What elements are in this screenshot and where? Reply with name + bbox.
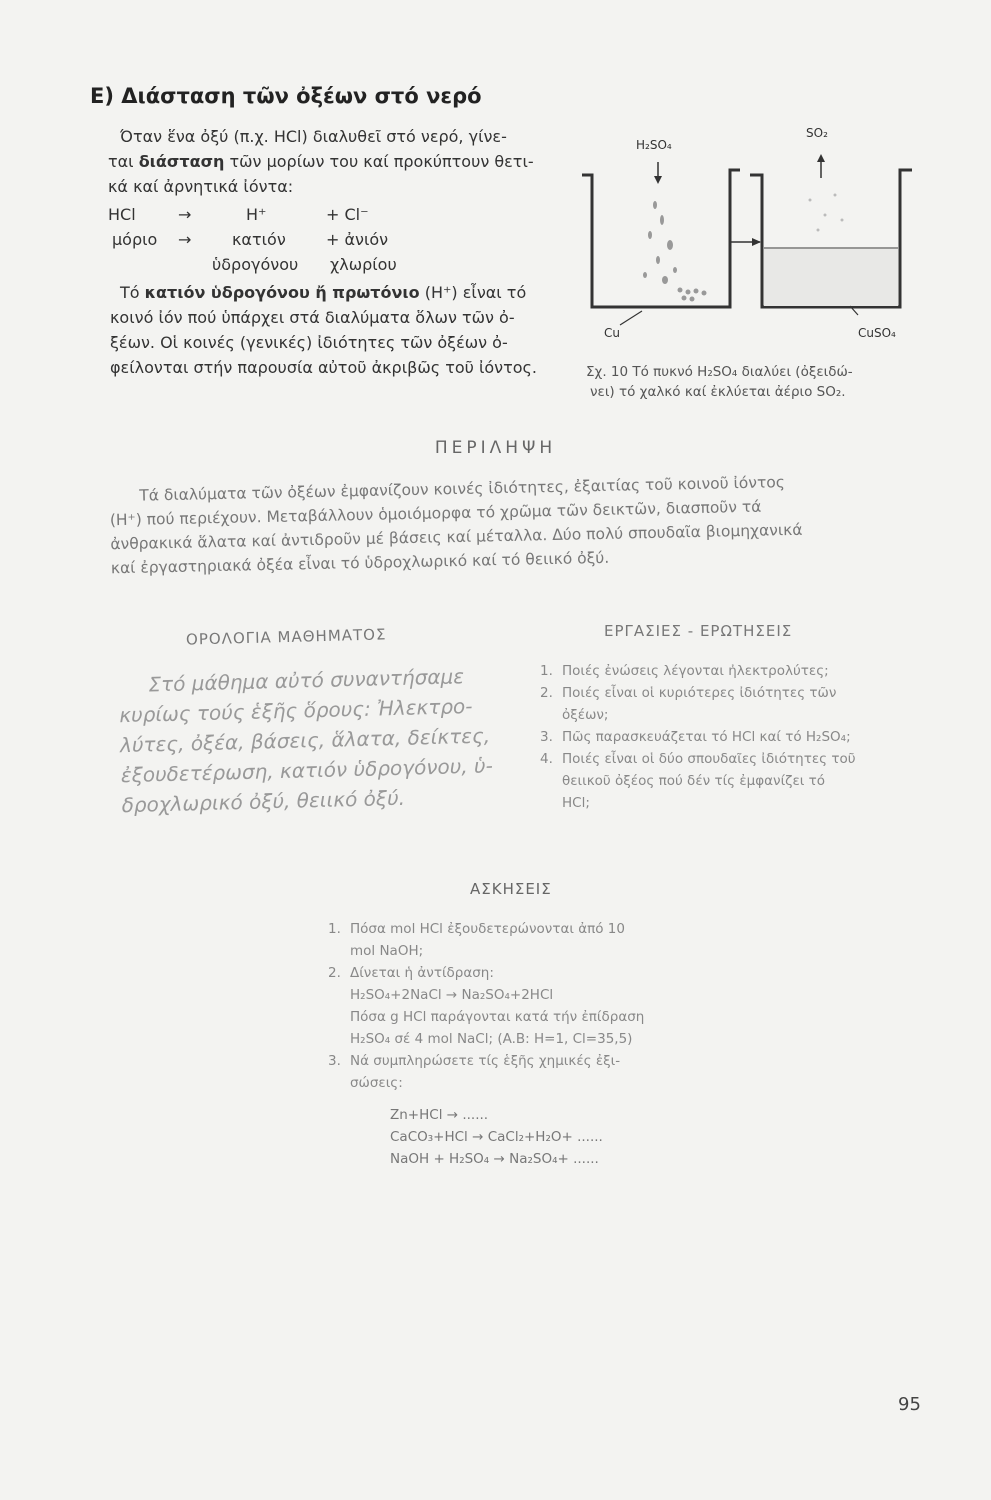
- exercise-item: [328, 962, 728, 1050]
- exercise-text: H₂SO₄ σέ 4 mol NaCl; (A.B: H=1, Cl=35,5): [350, 1031, 633, 1047]
- label-cuso4: CuSO₄: [858, 326, 896, 340]
- proton-line-1-post: (H⁺) εἶναι τό: [419, 283, 527, 302]
- exercise-equation: NaOH + H₂SO₄ → Na₂SO₄+ ......: [390, 1151, 599, 1167]
- exercise-text: H₂SO₄+2NaCl → Na₂SO₄+2HCl: [350, 987, 554, 1003]
- question-text: HCl;: [562, 795, 590, 811]
- exercise-text: mol NaOH;: [350, 943, 424, 959]
- proton-line-3: ξέων. Οἱ κοινές (γενικές) ἰδιότητες τῶν ὀξέων ὀ-: [110, 333, 508, 352]
- section-title: Ε) Διάσταση τῶν ὀξέων στό νερό: [90, 84, 482, 108]
- label-so2: SO₂: [806, 126, 828, 140]
- summary-line-3: ἀνθρακικά ἅλατα καί ἀντιδροῦν μέ βάσεις καί μέταλλα. Δύο πολύ σπουδαῖα βιομηχανικά: [110, 520, 803, 554]
- proton-line-2: κοινό ἰόν πού ὑπάρχει στά διαλύματα ὅλων τῶν ὀ-: [110, 308, 515, 327]
- label-cu: Cu: [604, 326, 620, 340]
- eq-hydrogen: ὑδρογόνου: [212, 255, 299, 274]
- terms-line-3: λύτες, ὀξέα, βάσεις, ἅλατα, δείκτες,: [119, 723, 491, 758]
- eq-arrow-1: →: [178, 205, 192, 224]
- question-text: Ποιές ἐνώσεις λέγονται ἠλεκτρολύτες;: [562, 663, 829, 679]
- terms-line-2: κυρίως τούς ἑξῆς ὅρους: Ἠλεκτρο-: [118, 694, 473, 728]
- h2so4-arrow-head: [654, 176, 662, 184]
- gas-bubbles: [643, 201, 707, 302]
- question-number: 3.: [540, 729, 553, 745]
- intro-line-2-pre: ται: [108, 152, 139, 171]
- summary-line-1: Τά διαλύματα τῶν ὀξέων ἐμφανίζουν κοινές ἰδιότητες, ἐξαιτίας τοῦ κοινοῦ ἰόντος: [139, 473, 786, 505]
- exercises-title: ΑΣΚΗΣΕΙΣ: [470, 880, 552, 898]
- exercise-text: Δίνεται ἡ ἀντίδραση:: [350, 965, 494, 981]
- question-text: Ποιές εἶναι οἱ δύο σπουδαῖες ἰδιότητες τοῦ: [562, 751, 856, 767]
- eq-arrow-2: →: [178, 230, 192, 249]
- so2-arrow-head: [817, 154, 825, 162]
- eq-cation: κατιόν: [232, 230, 286, 249]
- intro-line-1: Όταν ἕνα ὀξύ (π.χ. HCl) διαλυθεῖ στό νερό, γίνε-: [120, 127, 507, 146]
- terms-line-1: Στό μάθημα αὐτό συναντήσαμε: [148, 664, 465, 697]
- proton-paragraph: [110, 280, 580, 380]
- exercise-number: 3.: [328, 1053, 341, 1069]
- question-item: [540, 660, 920, 682]
- caption-line-1: Σχ. 10 Τό πυκνό H₂SO₄ διαλύει (ὀξειδώ-: [586, 364, 853, 380]
- term-proton: κατιόν ὑδρογόνου ἤ πρωτόνιο: [144, 283, 420, 302]
- label-h2so4: H₂SO₄: [636, 138, 672, 152]
- summary-line-2: (H⁺) πού περιέχουν. Μεταβάλλουν ὁμοιόμορφα τό χρῶμα τῶν δεικτῶν, διασποῦν τά: [109, 497, 762, 530]
- caption-line-2: νει) τό χαλκό καί ἐκλύεται ἀέριο SO₂.: [590, 384, 846, 400]
- question-item: [540, 726, 920, 748]
- exercise-text: Πόσα g HCl παράγονται κατά τήν ἐπίδραση: [350, 1009, 645, 1025]
- cuso4-solution: [764, 249, 898, 306]
- process-arrow-head: [752, 238, 761, 246]
- page-number: 95: [898, 1394, 921, 1415]
- summary-line-4: καί ἐργαστηριακά ὀξέα εἶναι τό ὑδροχλωρικό καί τό θειικό ὀξύ.: [110, 548, 610, 578]
- terms-line-4: ἐξουδετέρωση, κατιόν ὑδρογόνου, ὑ-: [120, 753, 494, 788]
- questions-title: ΕΡΓΑΣΙΕΣ - ΕΡΩΤΗΣΕΙΣ: [604, 622, 793, 640]
- question-number: 4.: [540, 751, 553, 767]
- intro-line-2: [108, 149, 578, 174]
- question-item: [540, 748, 920, 814]
- exercise-item: [328, 1050, 728, 1094]
- intro-paragraph: [108, 124, 578, 199]
- eq-h-plus: H⁺: [246, 205, 267, 224]
- exercises-list: [328, 918, 728, 1094]
- so2-fumes: [809, 194, 844, 232]
- question-text: Πῶς παρασκευάζεται τό HCl καί τό H₂SO₄;: [562, 729, 851, 745]
- exercise-item: [328, 918, 728, 962]
- eq-anion: + ἀνιόν: [326, 230, 389, 249]
- proton-line-4: φείλονται στήν παρουσία αὐτοῦ ἀκριβῶς τοῦ ἰόντος.: [110, 358, 538, 377]
- exercise-equation: Zn+HCl → ......: [390, 1107, 489, 1123]
- terms-line-5: δροχλωρικό ὀξύ, θειικό ὀξύ.: [121, 785, 406, 818]
- exercise-text: σώσεις:: [350, 1075, 403, 1091]
- eq-chlorine: χλωρίου: [330, 255, 397, 274]
- question-item: [540, 682, 920, 726]
- eq-cl-minus: + Cl⁻: [326, 205, 369, 224]
- question-number: 2.: [540, 685, 553, 701]
- exercise-equations: [390, 1104, 603, 1170]
- terminology-text: [118, 660, 522, 820]
- cu-pointer: [620, 311, 642, 325]
- proton-line-1: [110, 280, 580, 305]
- intro-line-3: κά καί ἀρνητικά ἰόντα:: [108, 177, 294, 196]
- exercise-number: 2.: [328, 965, 341, 981]
- figure-caption: [586, 362, 926, 402]
- question-text: Ποιές εἶναι οἱ κυριότερες ἰδιότητες τῶν: [562, 685, 837, 701]
- left-beaker: [582, 170, 740, 307]
- terminology-title: ΟΡΟΛΟΓΙΑ ΜΑΘΗΜΑΤΟΣ: [185, 625, 387, 649]
- eq-hcl: HCl: [108, 205, 136, 224]
- beaker-diagram: [580, 120, 920, 350]
- eq-molecule: μόριο: [112, 230, 158, 249]
- questions-list: [540, 660, 920, 814]
- term-dissociation: διάσταση: [138, 152, 225, 171]
- question-number: 1.: [540, 663, 553, 679]
- exercise-text: Νά συμπληρώσετε τίς ἑξῆς χημικές ἐξι-: [350, 1053, 621, 1069]
- summary-text: [109, 468, 901, 581]
- summary-title: ΠΕΡΙΛΗΨΗ: [434, 438, 557, 458]
- proton-line-1-pre: Τό: [120, 283, 145, 302]
- question-text: θειικοῦ ὀξέος πού δέν τίς ἐμφανίζει τό: [562, 773, 826, 789]
- exercise-text: Πόσα mol HCl ἐξουδετερώνονται ἀπό 10: [350, 921, 625, 937]
- question-text: ὀξέων;: [562, 707, 609, 723]
- intro-line-2-post: τῶν μορίων του καί προκύπτουν θετι-: [224, 152, 534, 171]
- exercise-equation: CaCO₃+HCl → CaCl₂+H₂O+ ......: [390, 1129, 603, 1145]
- exercise-number: 1.: [328, 921, 341, 937]
